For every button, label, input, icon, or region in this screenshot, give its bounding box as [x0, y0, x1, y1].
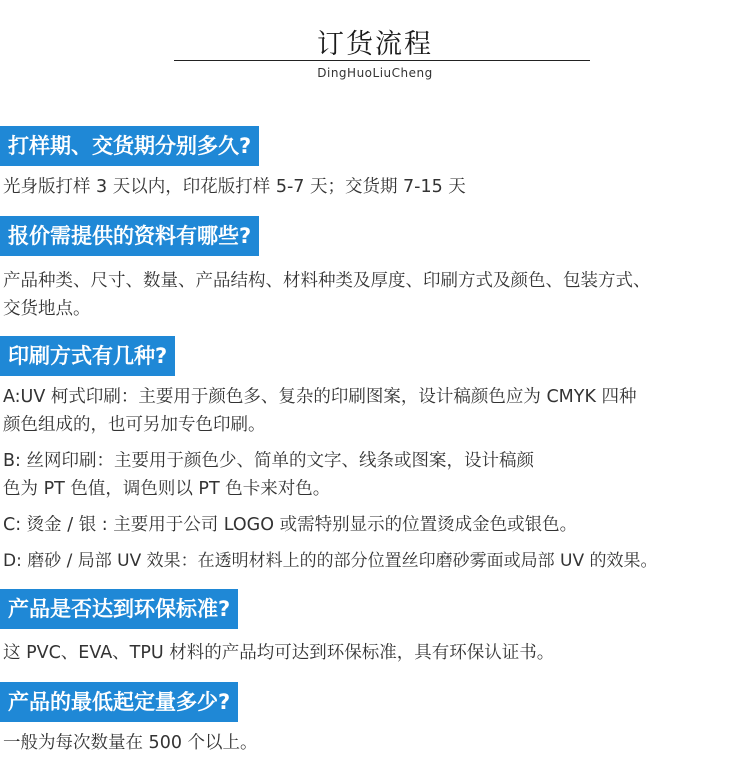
answer-minimum-order — [3, 729, 743, 757]
answer-line: 颜色组成的，也可另加专色印刷。 — [3, 415, 266, 435]
answer-line: 产品种类、尺寸、数量、产品结构、材料种类及厚度、印刷方式及颜色、包装方式、 — [3, 271, 651, 291]
answer-line: A:UV 柯式印刷：主要用于颜色多、复杂的印刷图案，设计稿颜色应为 CMYK 四种 — [3, 387, 637, 407]
answer-line: 色为 PT 色值，调色则以 PT 色卡来对色。 — [3, 479, 331, 499]
section-heading-quote-info: 报价需提供的资料有哪些? — [0, 216, 259, 256]
answer-line: 光身版打样 3 天以内，印花版打样 5-7 天；交货期 7-15 天 — [3, 177, 466, 197]
answer-quote-info — [3, 267, 743, 323]
answer-sampling-delivery — [3, 173, 743, 201]
answer-line: B: 丝网印刷：主要用于颜色少、简单的文字、线条或图案，设计稿颜 — [3, 451, 534, 471]
printing-method-a — [3, 383, 743, 439]
title-divider — [174, 60, 590, 61]
answer-line: C: 烫金 / 银 : 主要用于公司 LOGO 或需特别显示的位置烫成金色或银色。 — [3, 515, 578, 535]
section-heading-minimum-order: 产品的最低起定量多少? — [0, 682, 238, 722]
section-heading-eco-standard: 产品是否达到环保标准? — [0, 589, 238, 629]
answer-eco-standard — [3, 639, 743, 667]
answer-line: 交货地点。 — [3, 299, 91, 319]
printing-method-b — [3, 447, 743, 503]
section-heading-sampling-delivery: 打样期、交货期分别多久? — [0, 126, 259, 166]
printing-method-d — [3, 547, 743, 575]
page-subtitle: DingHuoLiuCheng — [317, 66, 433, 80]
answer-line: 这 PVC、EVA、TPU 材料的产品均可达到环保标准，具有环保认证书。 — [3, 643, 555, 663]
answer-line: 一般为每次数量在 500 个以上。 — [3, 733, 258, 753]
answer-line: D: 磨砂 / 局部 UV 效果：在透明材料上的的部分位置丝印磨砂雾面或局部 UV 的效果。 — [3, 551, 658, 571]
printing-method-c — [3, 511, 743, 539]
section-heading-printing-methods: 印刷方式有几种? — [0, 336, 175, 376]
page-title: 订货流程 — [317, 29, 433, 60]
